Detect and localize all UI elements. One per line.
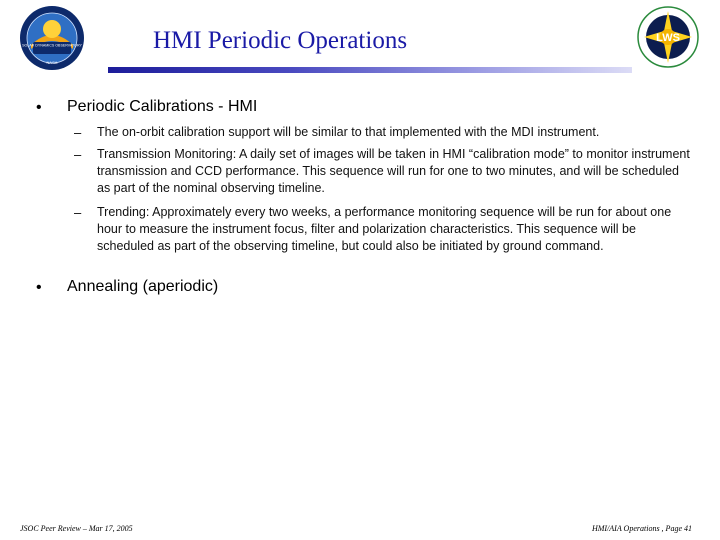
slide-title: HMI Periodic Operations [152, 27, 408, 54]
bullet-marker: • [36, 279, 42, 296]
title-underline [108, 67, 632, 73]
dash-marker: – [74, 205, 82, 220]
subitem-onorbit-calibration: The on-orbit calibration support will be similar to that implemented with the MDI instrument. [97, 125, 600, 139]
footer-right: HMI/AIA Operations , Page 41 [591, 524, 692, 533]
lws-logo-text: LWS [656, 32, 680, 44]
footer-left: JSOC Peer Review – Mar 17, 2005 [20, 524, 133, 533]
subitem-transmission-monitoring: Transmission Monitoring: A daily set of images will be taken in HMI “calibration mode” to monitor instrument transmission and CCD performance. This sequence will run for one to two minutes, and will be scheduled as part of the nominal observing timeline. [97, 147, 690, 195]
sdo-logo-agency: NASA [46, 60, 58, 65]
dash-marker: – [74, 147, 82, 162]
bullet-annealing: Annealing (aperiodic) [67, 278, 219, 295]
sdo-logo-text: SOLAR DYNAMICS OBSERVATORY [22, 43, 82, 48]
subitem-trending: Trending: Approximately every two weeks, a performance monitoring sequence will be run for about one hour to measure the instrument focus, filter and polarization characteristics. This sequence will be scheduled as part of the observing timeline, but could also be initiated by ground command. [97, 205, 672, 253]
bullet-periodic-calibrations: Periodic Calibrations - HMI [67, 98, 258, 115]
dash-marker: – [74, 125, 82, 140]
bullet-marker: • [36, 99, 42, 116]
lws-logo [636, 3, 700, 71]
